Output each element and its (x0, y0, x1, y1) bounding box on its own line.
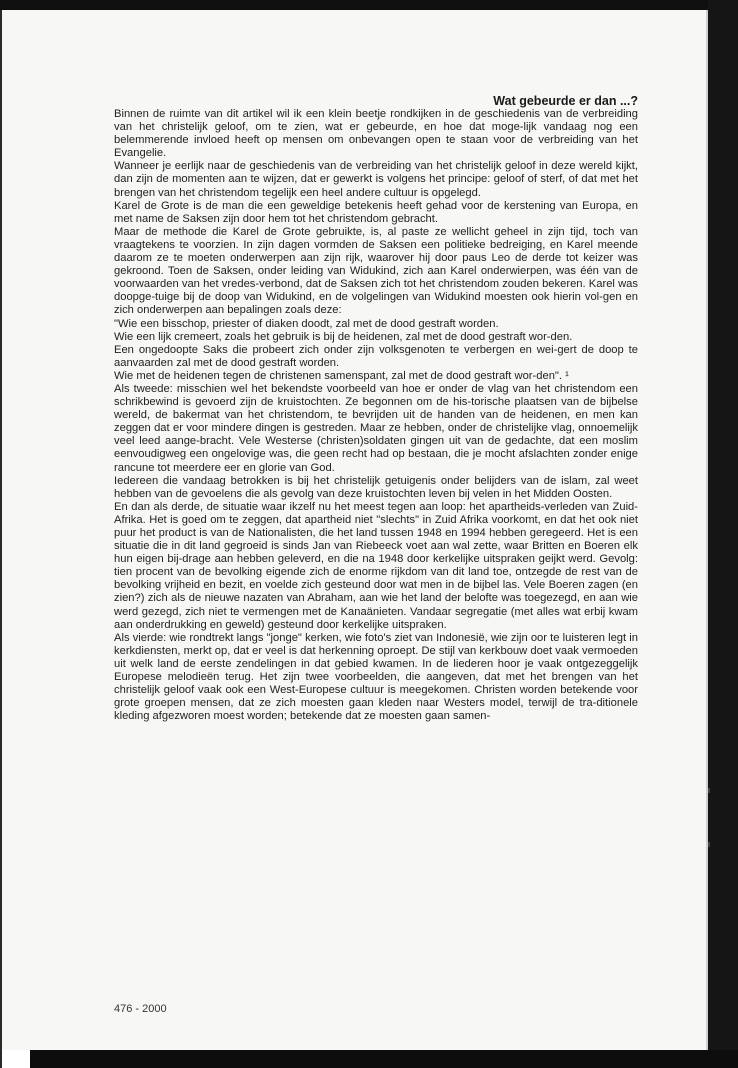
margin-mark (708, 842, 710, 847)
page-footer: 476 - 2000 (114, 1003, 167, 1015)
running-header: Wat gebeurde er dan ...? (493, 94, 638, 108)
paragraph: En dan als derde, de situatie waar ikzelf nu het meest tegen aan loop: het apartheids-verleden van Zuid-Afrika. Het is goed om te zeggen, dat apartheid niet "slechts" in Zuid Afrika voorkomt, en dat het ook niet puur het product is van de Nationalisten, die het land tussen 1948 en 1994 hebben geregeerd. Het is een situatie die in dit land gegroeid is sinds Jan van Riebeeck voet aan wal zette, waar Britten en Boeren elk hun eigen bij-drage aan hebben geleverd, en die na 1948 door kerkelijke uitspraken geijkt werd. Gevolg: tien procent van de bevolking eigende zich de enorme rijkdom van dit land toe, ontzegde de rest van de bevolking vrijheid en bezit, en voelde zich gesteund door wat men in de bijbel las. Vele Boeren zagen (en zien?) zich als de nieuwe nazaten van Abraham, aan wie het land der belofte was toegezegd, en aan wie werd gezegd, zich niet te vermengen met de Kanaänieten. Vandaar segregatie (met alles wat erbij kwam aan onderdrukking en geweld) gesteund door kerkelijke uitspraken. (114, 500, 638, 631)
margin-mark (708, 788, 710, 793)
paragraph: Maar de methode die Karel de Grote gebruikte, is, al paste ze wellicht geheel in zijn tijd, toch van vraagtekens te voorzien. In zijn dagen vormden de Saksen een politieke bedreiging, en Karel meende daarom ze te moeten onderwerpen aan zijn rijk, waarover hij door paus Leo de derde tot keizer was gekroond. Toen de Saksen, onder leiding van Widukind, zich aan Karel onderwierpen, was één van de voorwaarden van het vredes-verbond, dat de Saksen zich tot het christendom zouden bekeren. Karel was doopge-tuige bij de doop van Widukind, en de volgelingen van Widukind moesten ook hierin vol-gen en zich onderwerpen aan bepalingen zoals deze: (114, 225, 638, 317)
scan-bottom-edge (30, 1050, 738, 1068)
paragraph: Als tweede: misschien wel het bekendste voorbeeld van hoe er onder de vlag van het christendom een schrikbewind is gevoerd zijn de kruistochten. Ze begonnen om de his-torische plaatsen van de bijbelse wereld, de bakermat van het christendom, te bevrijden uit de handen van de heidenen, en men kan zeggen dat er voor mindere dingen is gestreden. Maar ze hebben, onder de christelijke vlag, onnoemelijk veel leed aange-bracht. Vele Westerse (christen)soldaten gingen uit van de gedachte, dat een moslim eenvoudigweg een ongelovige was, die geen recht had op bestaan, die je mocht afslachten zonder enige rancune tot meerdere eer en glorie van God. (114, 382, 638, 474)
article-body (114, 108, 638, 723)
paragraph: Als vierde: wie rondtrekt langs "jonge" kerken, wie foto's ziet van Indonesië, wie zijn oor te luisteren legt in kerkdiensten, merkt op, dat er veel is dat herkenning oproept. De stijl van kerkbouw doet vaak vermoeden uit welk land de eerste zendelingen in dat gebied kwamen. In de liederen hoor je vaak ontgezeggelijk Europese melodieën terug. Het zijn twee voorbeelden, die aangeven, dat met het brengen van het christelijk geloof vaak ook een West-Europese cultuur is meegekomen. Christen worden betekende voor grote groepen mensen, dat ze zich moesten gaan kleden naar Westers model, terwijl de tra-ditionele kleding afgezworen moest worden; betekende dat ze moesten gaan samen- (114, 631, 638, 723)
quote-paragraph: "Wie een bisschop, priester of diaken doodt, zal met de dood gestraft worden. (114, 317, 499, 330)
paragraph: Iedereen die vandaag betrokken is bij het christelijk getuigenis onder belijders van de islam, zal weet hebben van de gevoelens die als gevolg van deze kruistochten leven bij velen in het Midden Oosten. (114, 474, 638, 500)
quote-paragraph: Een ongedoopte Saks die probeert zich onder zijn volksgenoten te verbergen en wei-gert de doop te aanvaarden zal met de dood gestraft worden. (114, 343, 638, 369)
scan-right-edge (708, 0, 738, 1068)
quote-paragraph: Wie met de heidenen tegen de christenen samenspant, zal met de dood gestraft wor-den". ¹ (114, 369, 569, 382)
paragraph: Karel de Grote is de man die een geweldige betekenis heeft gehad voor de kerstening van Europa, en met name de Saksen zijn door hem tot het christendom gebracht. (114, 199, 638, 225)
scan-top-edge (0, 0, 738, 10)
paragraph: Wanneer je eerlijk naar de geschiedenis van de verbreiding van het christelijk geloof in deze wereld kijkt, dan zijn de momenten aan te wijzen, dat er gewerkt is volgens het principe: geloof of sterf, of dat met het brengen van het christendom tegelijk een heel andere cultuur is opgelegd. (114, 160, 638, 199)
paragraph: Binnen de ruimte van dit artikel wil ik een klein beetje rondkijken in de geschiedenis van de verbreiding van het christelijk geloof, om te zien, wat er gebeurde, en hoe dat moge-lijk vandaag nog een belemmerende invloed heeft op mensen om onbevangen open te staan voor de verbreiding van het Evangelie. (114, 108, 638, 160)
quote-paragraph: Wie een lijk cremeert, zoals het gebruik is bij de heidenen, zal met de dood gestraft wor-den. (114, 330, 573, 343)
